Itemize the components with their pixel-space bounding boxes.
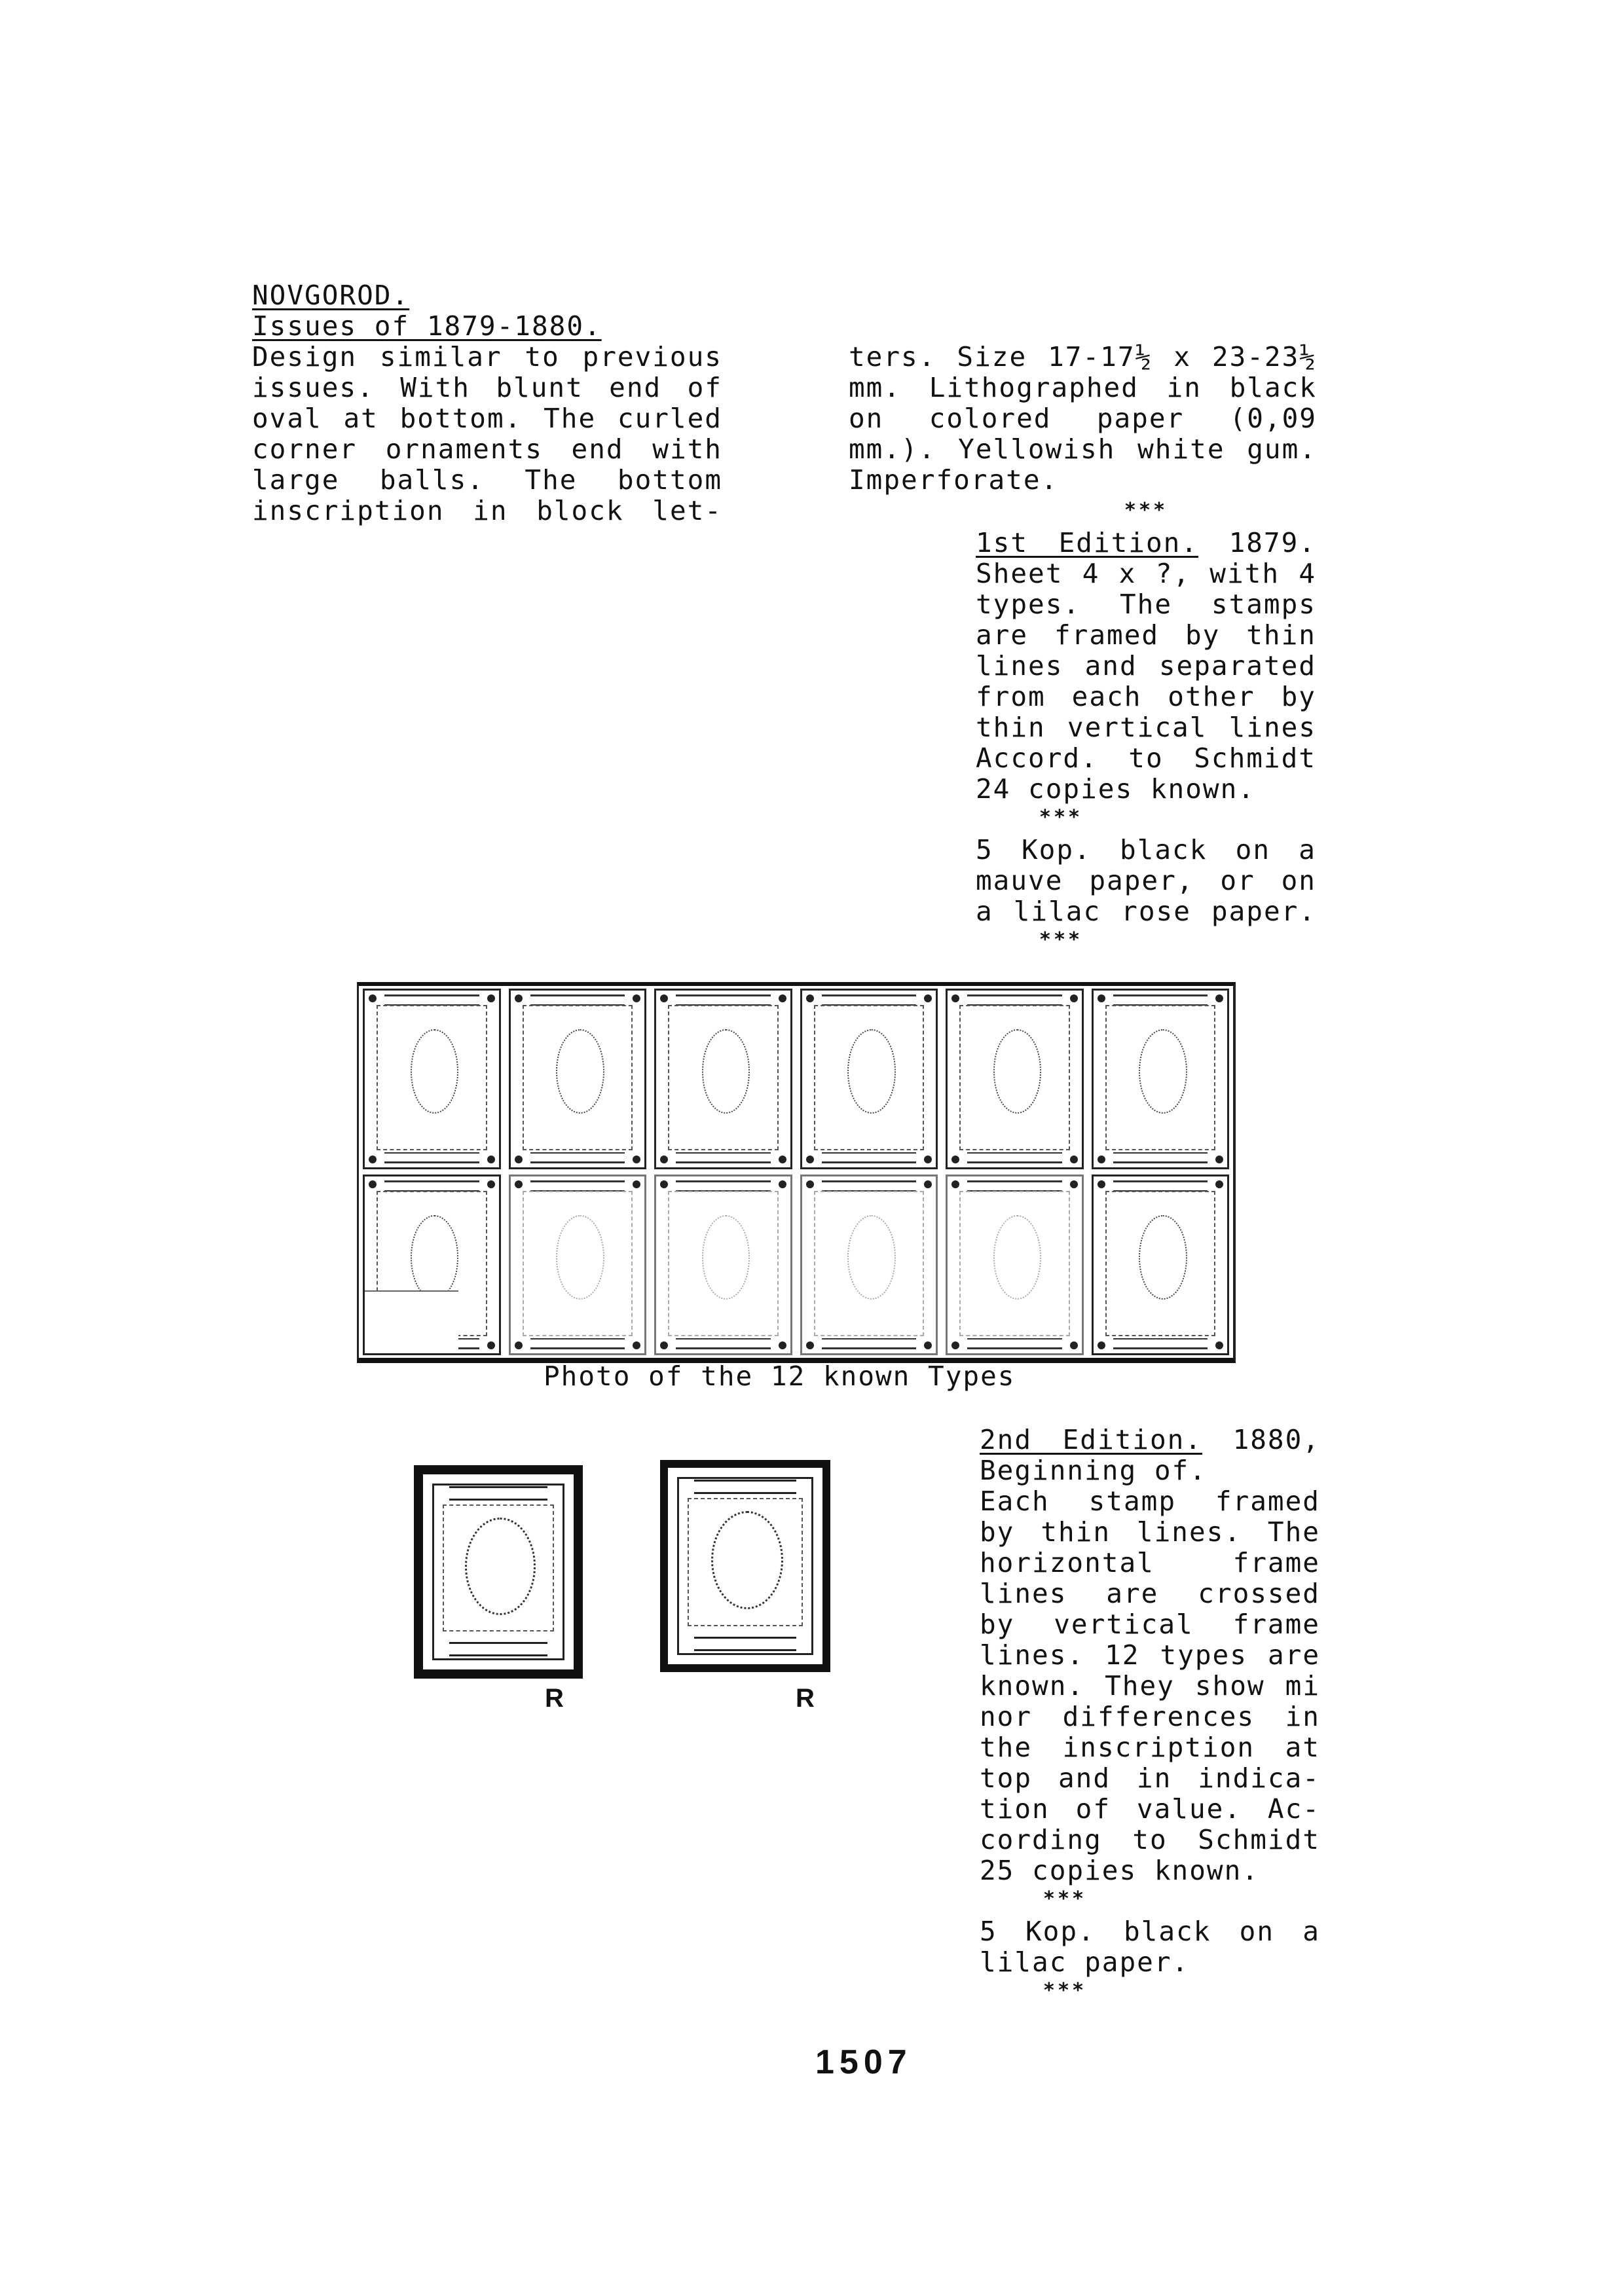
text-line: 5 Kop. black on a (976, 834, 1316, 866)
stamp-part (530, 1180, 625, 1192)
text-line: large balls. The bottom (252, 464, 722, 496)
text-line: horizontal frame (980, 1547, 1320, 1578)
stamp-part (411, 1215, 459, 1299)
text-line: top and in indica- (980, 1762, 1320, 1794)
text-line: mm.). Yellowish white gum. (849, 433, 1317, 465)
stamp-part (951, 994, 959, 1002)
stamp-part (487, 994, 495, 1002)
stamp-part (633, 994, 640, 1002)
text-line: 25 copies known. (980, 1855, 1259, 1886)
stamp-part (676, 1338, 771, 1349)
separator-stars: *** (1039, 806, 1083, 829)
stamp-part (556, 1215, 604, 1299)
rarity-label-right: R (796, 1684, 815, 1713)
stamp-part (384, 1152, 479, 1163)
value-description (980, 1916, 1320, 1978)
text-line: a lilac rose paper. (976, 896, 1316, 927)
text-line: 24 copies known. (976, 773, 1255, 805)
stamp-part (806, 1341, 814, 1349)
stamp-part (633, 1156, 640, 1163)
text-line: thin vertical lines (976, 712, 1316, 743)
stamp-part (967, 1180, 1062, 1192)
stamp-part (1139, 1215, 1187, 1299)
stamp-part (515, 1180, 523, 1188)
stamp-part (967, 1152, 1062, 1163)
separator-stars: *** (1124, 499, 1168, 522)
text-line: 5 Kop. black on a (980, 1916, 1320, 1947)
stamp-part (1098, 994, 1105, 1002)
stamp-part (924, 1341, 932, 1349)
stamp-part (530, 994, 625, 1006)
stamp-part (779, 1180, 786, 1188)
stamp-part (660, 1341, 668, 1349)
stamp-part (1098, 1341, 1105, 1349)
stamp-type (363, 989, 501, 1169)
stamp-type (363, 1175, 501, 1355)
stamp-sheet-photo (357, 982, 1236, 1363)
stamp-part (806, 994, 814, 1002)
stamp-part (1113, 1180, 1208, 1192)
stamp-type (1092, 1175, 1230, 1355)
text-line: by thin lines. The (980, 1516, 1320, 1548)
edition-body (980, 1455, 1320, 1886)
text-line: lines and separated (976, 650, 1316, 682)
stamp-part (993, 1215, 1042, 1299)
text-line: lines. 12 types are (980, 1639, 1320, 1671)
text-line: are framed by thin (976, 619, 1316, 651)
stamp-part (633, 1341, 640, 1349)
value-description (976, 835, 1316, 927)
stamp-part (822, 994, 917, 1006)
stamp-part (779, 994, 786, 1002)
text-line: the inscription at (980, 1732, 1320, 1763)
stamp-part (1070, 994, 1078, 1002)
stamp-part (1139, 1029, 1187, 1113)
text-line: lilac paper. (980, 1946, 1190, 1978)
text-line: known. They show mi (980, 1670, 1320, 1702)
stamp-part (847, 1029, 896, 1113)
page-number: 1507 (815, 2043, 912, 2081)
stamp-part (1070, 1180, 1078, 1188)
rarity-label-left: R (545, 1684, 564, 1713)
stamp-part (487, 1341, 495, 1349)
stamp-part (487, 1156, 495, 1163)
issues-subheading: Issues of 1879-1880. (252, 310, 602, 342)
edition-year: 1879. (1198, 527, 1316, 558)
stamp-part (384, 1338, 479, 1349)
stamp-part (967, 1338, 1062, 1349)
stamp-part (515, 994, 523, 1002)
stamp-part (515, 1156, 523, 1163)
stamp-part (1070, 1341, 1078, 1349)
stamp-part (1215, 994, 1223, 1002)
edition-title: 2nd Edition. (980, 1424, 1203, 1455)
text-line: Beginning of. (980, 1455, 1207, 1486)
stamp-type (1092, 989, 1230, 1169)
stamp-part (676, 1152, 771, 1163)
stamp-part (411, 1029, 459, 1113)
stamp-part (369, 994, 377, 1002)
stamp-part (369, 1341, 377, 1349)
text-line: Design similar to previous (252, 341, 722, 373)
stamp-part (924, 1156, 932, 1163)
stamp-part (676, 994, 771, 1006)
stamp-part (1215, 1180, 1223, 1188)
stamp-part (1113, 1338, 1208, 1349)
stamp-part (515, 1341, 523, 1349)
stamp-type (946, 1175, 1084, 1355)
stamp-part (384, 994, 479, 1006)
stamp-part (847, 1215, 896, 1299)
edition-year: 1880, (1202, 1424, 1320, 1455)
text-line: mauve paper, or on (976, 865, 1316, 896)
stamp-part (822, 1180, 917, 1192)
text-line: nor differences in (980, 1701, 1320, 1732)
stamp-part (1113, 1152, 1208, 1163)
stamp-part (806, 1156, 814, 1163)
text-line: Sheet 4 x ?, with 4 (976, 558, 1316, 589)
stamp-grid (359, 986, 1233, 1358)
text-line: Imperforate. (849, 464, 1059, 496)
stamp-part (951, 1180, 959, 1188)
stamp-part (924, 1180, 932, 1188)
stamp-part (951, 1156, 959, 1163)
stamp-part (993, 1029, 1042, 1113)
first-edition (976, 528, 1316, 953)
stamp-part (924, 994, 932, 1002)
stamp-part (1215, 1341, 1223, 1349)
text-line: Each stamp framed (980, 1485, 1320, 1517)
stamp-part (1098, 1180, 1105, 1188)
edition-title: 1st Edition. (976, 527, 1199, 558)
separator-stars: *** (1043, 1887, 1087, 1910)
photo-caption: Photo of the 12 known Types (544, 1360, 1016, 1392)
stamp-part (660, 1156, 668, 1163)
text-line: corner ornaments end with (252, 433, 722, 465)
stamp-part (822, 1152, 917, 1163)
text-line: from each other by (976, 681, 1316, 712)
stamp-part (384, 1180, 479, 1192)
second-edition (980, 1425, 1320, 2004)
text-line: inscription in block let- (252, 495, 722, 526)
right-column-intro (849, 342, 1317, 496)
stamp-part (1113, 994, 1208, 1006)
separator-stars: *** (1039, 928, 1083, 951)
text-line: on colored paper (0,09 (849, 403, 1317, 434)
stamp-part (530, 1338, 625, 1349)
stamp-type (654, 1175, 792, 1355)
single-stamp-right (660, 1460, 830, 1672)
text-line: tion of value. Ac- (980, 1793, 1320, 1825)
stamp-type (509, 1175, 647, 1355)
text-line: Accord. to Schmidt (976, 742, 1316, 774)
single-stamp-left (414, 1465, 583, 1679)
stamp-part (702, 1029, 750, 1113)
stamp-part (556, 1029, 604, 1113)
text-line: by vertical frame (980, 1609, 1320, 1640)
text-line: lines are crossed (980, 1578, 1320, 1609)
stamp-part (530, 1152, 625, 1163)
section-heading: NOVGOROD. (252, 280, 410, 311)
stamp-type (946, 989, 1084, 1169)
edition-body (976, 558, 1316, 805)
stamp-part (487, 1180, 495, 1188)
stamp-part (779, 1341, 786, 1349)
stamp-type (800, 989, 938, 1169)
stamp-part (967, 994, 1062, 1006)
stamp-part (822, 1338, 917, 1349)
separator-stars: *** (1043, 1979, 1087, 2002)
left-body (252, 342, 722, 526)
stamp-part (676, 1180, 771, 1192)
text-line: oval at bottom. The curled (252, 403, 722, 434)
stamp-part (1070, 1156, 1078, 1163)
stamp-part (633, 1180, 640, 1188)
stamp-part (806, 1180, 814, 1188)
left-column (252, 280, 722, 526)
stamp-part (660, 1180, 668, 1188)
text-line: mm. Lithographed in black (849, 372, 1317, 403)
stamp-type (800, 1175, 938, 1355)
text-line: types. The stamps (976, 589, 1316, 620)
stamp-part (369, 1180, 377, 1188)
stamp-part (1098, 1156, 1105, 1163)
stamp-type (509, 989, 647, 1169)
stamp-part (369, 1156, 377, 1163)
stamp-part (951, 1341, 959, 1349)
stamp-part (779, 1156, 786, 1163)
stamp-part (660, 994, 668, 1002)
text-line: issues. With blunt end of (252, 372, 722, 403)
text-line: ters. Size 17-17½ x 23-23½ (849, 341, 1317, 373)
stamp-type (654, 989, 792, 1169)
text-line: cording to Schmidt (980, 1824, 1320, 1855)
stamp-part (1215, 1156, 1223, 1163)
stamp-part (702, 1215, 750, 1299)
